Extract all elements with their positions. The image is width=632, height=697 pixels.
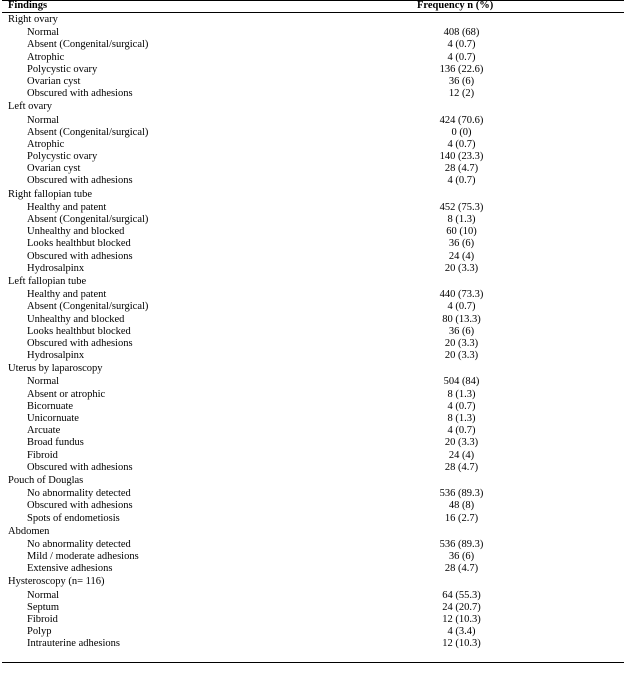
frequency-value: 16 (2.7) xyxy=(444,512,479,524)
table-row xyxy=(0,202,632,214)
group-title: Left fallopian tube xyxy=(8,275,87,287)
finding-label: Arcuate xyxy=(27,425,61,437)
finding-label: Absent or atrophic xyxy=(27,388,106,400)
finding-label: Polycystic ovary xyxy=(27,151,98,163)
finding-label: Obscured with adhesions xyxy=(27,175,133,187)
frequency-value: 24 (4) xyxy=(448,250,475,262)
frequency-value: 4 (0.7) xyxy=(447,400,476,412)
finding-label: Atrophic xyxy=(27,138,65,150)
group-title: Right ovary xyxy=(8,14,58,25)
frequency-value: 536 (89.3) xyxy=(439,488,484,500)
group-heading xyxy=(0,275,632,289)
finding-label: Normal xyxy=(27,589,60,601)
table-row xyxy=(0,401,632,413)
frequency-value: 4 (0.7) xyxy=(447,39,476,51)
frequency-value: 452 (75.3) xyxy=(439,201,484,213)
table-row xyxy=(0,513,632,525)
finding-label: Intrauterine adhesions xyxy=(27,638,121,650)
table-row xyxy=(0,350,632,362)
table-row xyxy=(0,251,632,263)
finding-label: Bicornuate xyxy=(27,400,74,412)
finding-label: Hydrosalpinx xyxy=(27,350,85,362)
finding-label: Obscured with adhesions xyxy=(27,337,133,349)
finding-label: Unicornuate xyxy=(27,413,79,424)
frequency-value: 64 (55.3) xyxy=(442,589,481,601)
group-title: Abdomen xyxy=(8,525,50,537)
group-heading xyxy=(0,100,632,114)
frequency-value: 28 (4.7) xyxy=(444,563,479,575)
group-heading xyxy=(0,474,632,488)
frequency-value: 20 (3.3) xyxy=(444,337,479,349)
frequency-value: 424 (70.6) xyxy=(439,114,484,126)
table-row xyxy=(0,314,632,326)
table-row xyxy=(0,462,632,474)
frequency-value: 36 (6) xyxy=(448,325,475,337)
frequency-value: 536 (89.3) xyxy=(439,538,484,550)
group-heading xyxy=(0,188,632,202)
frequency-value: 12 (10.3) xyxy=(442,614,481,625)
finding-label: Obscured with adhesions xyxy=(27,88,133,100)
finding-label: Atrophic xyxy=(27,51,65,63)
frequency-value: 28 (4.7) xyxy=(444,461,479,473)
frequency-value: 4 (3.4) xyxy=(447,626,476,638)
group-title: Left ovary xyxy=(8,101,53,113)
frequency-value: 24 (20.7) xyxy=(442,601,481,613)
table-row xyxy=(0,151,632,163)
frequency-value: 4 (0.7) xyxy=(447,301,476,313)
frequency-value: 140 (23.3) xyxy=(439,151,484,163)
table-row xyxy=(0,326,632,338)
frequency-value: 408 (68) xyxy=(443,27,480,39)
finding-label: Absent (Congenital/surgical) xyxy=(27,301,149,313)
table-row xyxy=(0,115,632,127)
frequency-value: 36 (6) xyxy=(448,238,475,250)
table-row xyxy=(0,226,632,238)
table-row xyxy=(0,175,632,187)
finding-label: Healthy and patent xyxy=(27,289,107,301)
table-row xyxy=(0,590,632,602)
frequency-value: 0 (0) xyxy=(451,126,472,138)
finding-label: Extensive adhesions xyxy=(27,563,113,575)
finding-label: No abnormality detected xyxy=(27,538,131,550)
group-title: Hysteroscopy (n= 116) xyxy=(8,576,105,588)
frequency-value: 440 (73.3) xyxy=(439,289,484,301)
finding-label: Looks healthbut blocked xyxy=(27,325,131,337)
table-row xyxy=(0,27,632,39)
finding-label: Mild / moderate adhesions xyxy=(27,551,139,563)
frequency-value: 12 (10.3) xyxy=(442,638,481,650)
finding-label: Hydrosalpinx xyxy=(27,262,85,274)
group-title: Pouch of Douglas xyxy=(8,474,84,486)
table-row xyxy=(0,488,632,500)
table-row xyxy=(0,139,632,151)
finding-label: Looks healthbut blocked xyxy=(27,238,131,250)
table-row xyxy=(0,301,632,313)
frequency-value: 60 (10) xyxy=(446,226,477,238)
table-row xyxy=(0,626,632,638)
frequency-value: 4 (0.7) xyxy=(447,175,476,187)
frequency-value: 504 (84) xyxy=(443,376,480,388)
frequency-value: 20 (3.3) xyxy=(444,437,479,449)
finding-label: Normal xyxy=(27,27,60,39)
frequency-value: 8 (1.3) xyxy=(447,214,476,225)
table-row xyxy=(0,539,632,551)
finding-label: Polycystic ovary xyxy=(27,63,98,75)
table-row xyxy=(0,39,632,51)
frequency-value: 12 (2) xyxy=(448,88,475,100)
table-bottom-rule xyxy=(2,662,624,663)
frequency-value: 4 (0.7) xyxy=(447,138,476,150)
table-row xyxy=(0,263,632,275)
table-row xyxy=(0,64,632,76)
finding-label: Polyp xyxy=(27,626,52,638)
finding-label: Ovarian cyst xyxy=(27,163,81,175)
finding-label: Septum xyxy=(27,601,60,613)
frequency-value: 80 (13.3) xyxy=(442,313,481,325)
table-row xyxy=(0,500,632,512)
table-row xyxy=(0,76,632,88)
finding-label: Absent (Congenital/surgical) xyxy=(27,39,149,51)
group-heading xyxy=(0,362,632,376)
frequency-value: 136 (22.6) xyxy=(439,63,484,75)
table-row xyxy=(0,450,632,462)
finding-label: Obscured with adhesions xyxy=(27,250,133,262)
table-row xyxy=(0,338,632,350)
table-row xyxy=(0,413,632,425)
finding-label: Unhealthy and blocked xyxy=(27,313,125,325)
group-heading xyxy=(0,525,632,539)
table-body xyxy=(0,13,632,651)
table-row xyxy=(0,88,632,100)
finding-label: Spots of endometiosis xyxy=(27,512,120,524)
table-row xyxy=(0,437,632,449)
table-row xyxy=(0,163,632,175)
table-row xyxy=(0,289,632,301)
table-row xyxy=(0,376,632,388)
finding-label: Obscured with adhesions xyxy=(27,461,133,473)
frequency-value: 36 (6) xyxy=(448,75,475,87)
frequency-value: 28 (4.7) xyxy=(444,163,479,175)
finding-label: Absent (Congenital/surgical) xyxy=(27,126,149,138)
frequency-value: 20 (3.3) xyxy=(444,262,479,274)
frequency-value: 36 (6) xyxy=(448,551,475,563)
finding-label: Obscured with adhesions xyxy=(27,500,133,512)
finding-label: No abnormality detected xyxy=(27,488,131,500)
frequency-value: 4 (0.7) xyxy=(447,425,476,437)
header-findings: Findings xyxy=(8,0,48,11)
frequency-value: 24 (4) xyxy=(448,449,475,461)
table-row xyxy=(0,389,632,401)
frequency-value: 8 (1.3) xyxy=(447,388,476,400)
finding-label: Broad fundus xyxy=(27,437,84,449)
table-row xyxy=(0,602,632,614)
group-title: Right fallopian tube xyxy=(8,188,92,200)
table-row xyxy=(0,127,632,139)
table-row xyxy=(0,52,632,64)
finding-label: Normal xyxy=(27,114,60,126)
finding-label: Fibroid xyxy=(27,449,58,461)
table-row xyxy=(0,425,632,437)
group-heading xyxy=(0,13,632,27)
table-row xyxy=(0,614,632,626)
finding-label: Healthy and patent xyxy=(27,201,107,213)
finding-label: Ovarian cyst xyxy=(27,75,81,87)
frequency-value: 8 (1.3) xyxy=(447,413,476,424)
table-row xyxy=(0,238,632,250)
finding-label: Normal xyxy=(27,376,60,388)
group-title: Uterus by laparoscopy xyxy=(8,363,103,375)
group-heading xyxy=(0,575,632,589)
frequency-value: 20 (3.3) xyxy=(444,350,479,362)
header-frequency: Frequency n (%) xyxy=(417,0,494,11)
finding-label: Unhealthy and blocked xyxy=(27,226,125,238)
finding-label: Absent (Congenital/surgical) xyxy=(27,214,149,225)
frequency-value: 4 (0.7) xyxy=(447,51,476,63)
table-row xyxy=(0,551,632,563)
finding-label: Fibroid xyxy=(27,614,58,625)
table-row xyxy=(0,563,632,575)
table-row xyxy=(0,638,632,650)
table-row xyxy=(0,214,632,226)
frequency-value: 48 (8) xyxy=(448,500,475,512)
